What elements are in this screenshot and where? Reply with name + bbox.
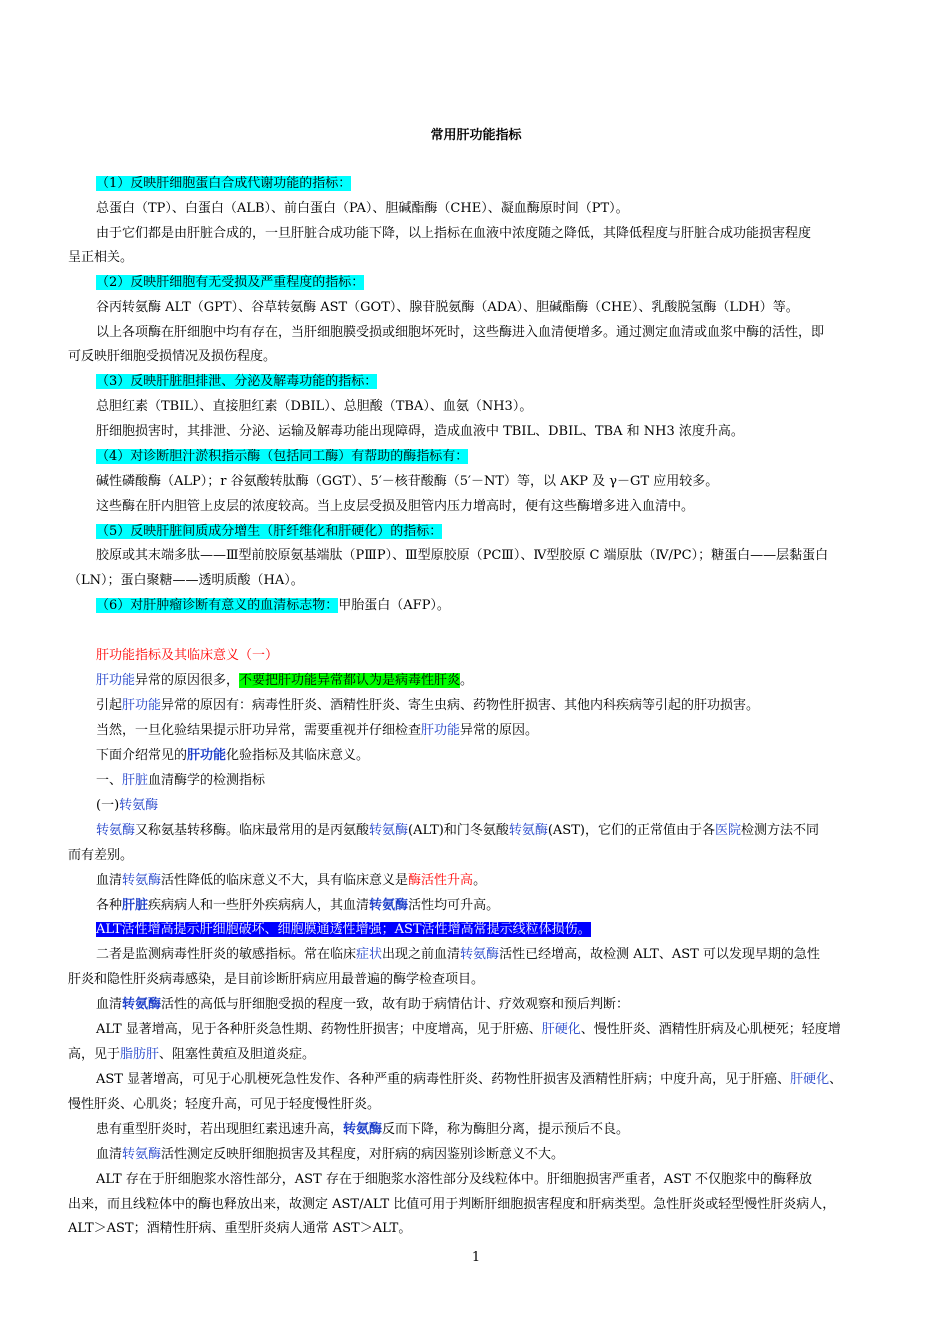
paragraph: 出来，而且线粒体中的酶也释放出来，故测定 AST/ALT 比值可用于判断肝细胞损害程度和肝病类型。急性肝炎或轻型慢性肝炎病人， <box>68 1197 836 1212</box>
paragraph: 由于它们都是由肝脏合成的，一旦肝脏合成功能下降，以上指标在血液中浓度随之降低，其降低程度与肝脏合成功能损害程度 <box>96 226 812 241</box>
section-title-clinical: 肝功能指标及其临床意义（一） <box>96 648 279 663</box>
paragraph: 患有重型肝炎时，若出现胆红素迅速升高，转氨酶反而下降，称为酶胆分离，提示预后不良。 <box>96 1122 630 1137</box>
paragraph: 当然，一旦化验结果提示肝功异常，需要重视并仔细检查肝功能异常的原因。 <box>96 723 539 738</box>
link-liver[interactable]: 肝脏 <box>122 773 149 788</box>
page-number: 1 <box>471 1250 481 1265</box>
paragraph: 慢性肝炎、心肌炎；轻度升高，可见于轻度慢性肝炎。 <box>68 1097 381 1112</box>
paragraph: ALT＞AST；酒精性肝病、重型肝炎病人通常 AST＞ALT。 <box>68 1221 412 1236</box>
link-liver-function[interactable]: 肝功能 <box>421 723 461 738</box>
link-transaminase[interactable]: 转氨酶 <box>508 823 548 838</box>
paragraph: 而有差别。 <box>68 848 134 863</box>
link-transaminase[interactable]: 转氨酶 <box>122 873 162 888</box>
paragraph: 各种肝脏疾病病人和一些肝外疾病病人，其血清转氨酶活性均可升高。 <box>96 898 500 913</box>
paragraph: 血清转氨酶活性测定反映肝细胞损害及其程度，对肝病的病因鉴别诊断意义不大。 <box>96 1147 565 1162</box>
page-title: 常用肝功能指标 <box>430 128 522 143</box>
section-heading-4: （4）对诊断胆汁淤积指示酶（包括同工酶）有帮助的酶指标有： <box>96 449 469 464</box>
link-cirrhosis[interactable]: 肝硬化 <box>541 1022 581 1037</box>
section-heading-1: （1）反映肝细胞蛋白合成代谢功能的指标： <box>96 176 352 191</box>
section-heading-2: （2）反映肝细胞有无受损及严重程度的指标： <box>96 275 365 290</box>
paragraph: 高，见于脂肪肝、阻塞性黄疸及胆道炎症。 <box>68 1047 316 1062</box>
link-transaminase[interactable]: 转氨酶 <box>343 1122 383 1137</box>
subheading: (一)转氨酶 <box>96 798 159 813</box>
link-cirrhosis[interactable]: 肝硬化 <box>790 1072 830 1087</box>
paragraph: 碱性磷酸酶（ALP）；r 谷氨酸转肽酶（GGT）、5′－核苷酸酶（5′－NT）等，以 AKP 及 γ－GT 应用较多。 <box>96 474 719 489</box>
paragraph: 总胆红素（TBIL）、直接胆红素（DBIL）、总胆酸（TBA）、血氨（NH3）。 <box>96 399 533 414</box>
paragraph: 以上各项酶在肝细胞中均有存在，当肝细胞膜受损或细胞坏死时，这些酶进入血清便增多。通过测定血清或血浆中酶的活性，即 <box>96 325 825 340</box>
paragraph: 血清转氨酶活性降低的临床意义不大，具有临床意义是酶活性升高。 <box>96 873 487 888</box>
paragraph: 肝炎和隐性肝炎病毒感染，是目前诊断肝病应用最普遍的酶学检查项目。 <box>68 972 485 987</box>
highlighted-note: ALT活性增高提示肝细胞破坏、细胞膜通透性增强；AST活性增高常提示线粒体损伤。 <box>96 922 591 937</box>
link-liver-function[interactable]: 肝功能 <box>187 748 227 763</box>
paragraph: 肝细胞损害时，其排泄、分泌、运输及解毒功能出现障碍，造成血液中 TBIL、DBIL、TBA 和 NH3 浓度升高。 <box>96 424 744 439</box>
paragraph: 总蛋白（TP）、白蛋白（ALB）、前白蛋白（PA）、胆碱酯酶（CHE）、凝血酶原时间（PT）。 <box>96 201 629 216</box>
paragraph: 下面介绍常见的肝功能化验指标及其临床意义。 <box>96 748 370 763</box>
link-symptom[interactable]: 症状 <box>356 947 383 962</box>
paragraph: 引起肝功能异常的原因有：病毒性肝炎、酒精性肝炎、寄生虫病、药物性肝损害、其他内科疾病等引起的肝功损害。 <box>96 698 760 713</box>
paragraph: ALT 显著增高，见于各种肝炎急性期、药物性肝损害；中度增高，见于肝癌、肝硬化、慢性肝炎、酒精性肝病及心肌梗死；轻度增 <box>96 1022 841 1037</box>
section-heading-6: （6）对肝肿瘤诊断有意义的血清标志物：甲胎蛋白（AFP）。 <box>96 598 450 613</box>
paragraph: ALT 存在于肝细胞浆水溶性部分，AST 存在于细胞浆水溶性部分及线粒体中。肝细胞损害严重者，AST 不仅胞浆中的酶释放 <box>96 1172 812 1187</box>
link-fatty-liver[interactable]: 脂肪肝 <box>120 1047 160 1062</box>
paragraph: 可反映肝细胞受损情况及损伤程度。 <box>68 349 277 364</box>
link-transaminase[interactable]: 转氨酶 <box>122 997 162 1012</box>
section-heading-3: （3）反映肝脏胆排泄、分泌及解毒功能的指标： <box>96 374 378 389</box>
link-transaminase[interactable]: 转氨酶 <box>122 1147 162 1162</box>
subheading: 一、肝脏血清酶学的检测指标 <box>96 773 266 788</box>
link-transaminase[interactable]: 转氨酶 <box>369 823 409 838</box>
link-transaminase[interactable]: 转氨酶 <box>119 798 159 813</box>
link-transaminase[interactable]: 转氨酶 <box>96 823 136 838</box>
link-liver[interactable]: 肝脏 <box>122 898 149 913</box>
paragraph: AST 显著增高，可见于心肌梗死急性发作、各种严重的病毒性肝炎、药物性肝损害及酒精性肝病；中度升高，见于肝癌、肝硬化、 <box>96 1072 843 1087</box>
paragraph: 血清转氨酶活性的高低与肝细胞受损的程度一致，故有助于病情估计、疗效观察和预后判断： <box>96 997 630 1012</box>
section-heading-5: （5）反映肝脏间质成分增生（肝纤维化和肝硬化）的指标： <box>96 524 443 539</box>
paragraph: 谷丙转氨酶 ALT（GPT）、谷草转氨酶 AST（GOT）、腺苷脱氨酶（ADA）、胆碱酯酶（CHE）、乳酸脱氢酶（LDH）等。 <box>96 300 799 315</box>
link-transaminase[interactable]: 转氨酶 <box>369 898 409 913</box>
paragraph: 肝功能异常的原因很多，不要把肝功能异常都认为是病毒性肝炎。 <box>96 673 474 688</box>
paragraph: 转氨酶又称氨基转移酶。临床最常用的是丙氨酸转氨酶(ALT)和门冬氨酸转氨酶(AST)，它们的正常值由于各医院检测方法不同 <box>96 823 819 838</box>
link-transaminase[interactable]: 转氨酶 <box>460 947 500 962</box>
document-page <box>68 0 884 1344</box>
paragraph: 胶原或其末端多肽——Ⅲ型前胶原氨基端肽（PⅢP）、Ⅲ型原胶原（PCⅢ）、Ⅳ型胶原 C 端原肽（Ⅳ/PC）；糖蛋白——层黏蛋白 <box>96 548 829 563</box>
paragraph: （LN）；蛋白聚糖——透明质酸（HA）。 <box>68 573 304 588</box>
paragraph: 呈正相关。 <box>68 250 134 265</box>
link-hospital[interactable]: 医院 <box>714 823 741 838</box>
paragraph: 这些酶在肝内胆管上皮层的浓度较高。当上皮层受损及胆管内压力增高时，便有这些酶增多进入血清中。 <box>96 499 695 514</box>
link-liver-function[interactable]: 肝功能 <box>96 673 136 688</box>
paragraph: 二者是监测病毒性肝炎的敏感指标。常在临床症状出现之前血清转氨酶活性已经增高，故检测 ALT、AST 可以发现早期的急性 <box>96 947 820 962</box>
link-liver-function[interactable]: 肝功能 <box>122 698 162 713</box>
